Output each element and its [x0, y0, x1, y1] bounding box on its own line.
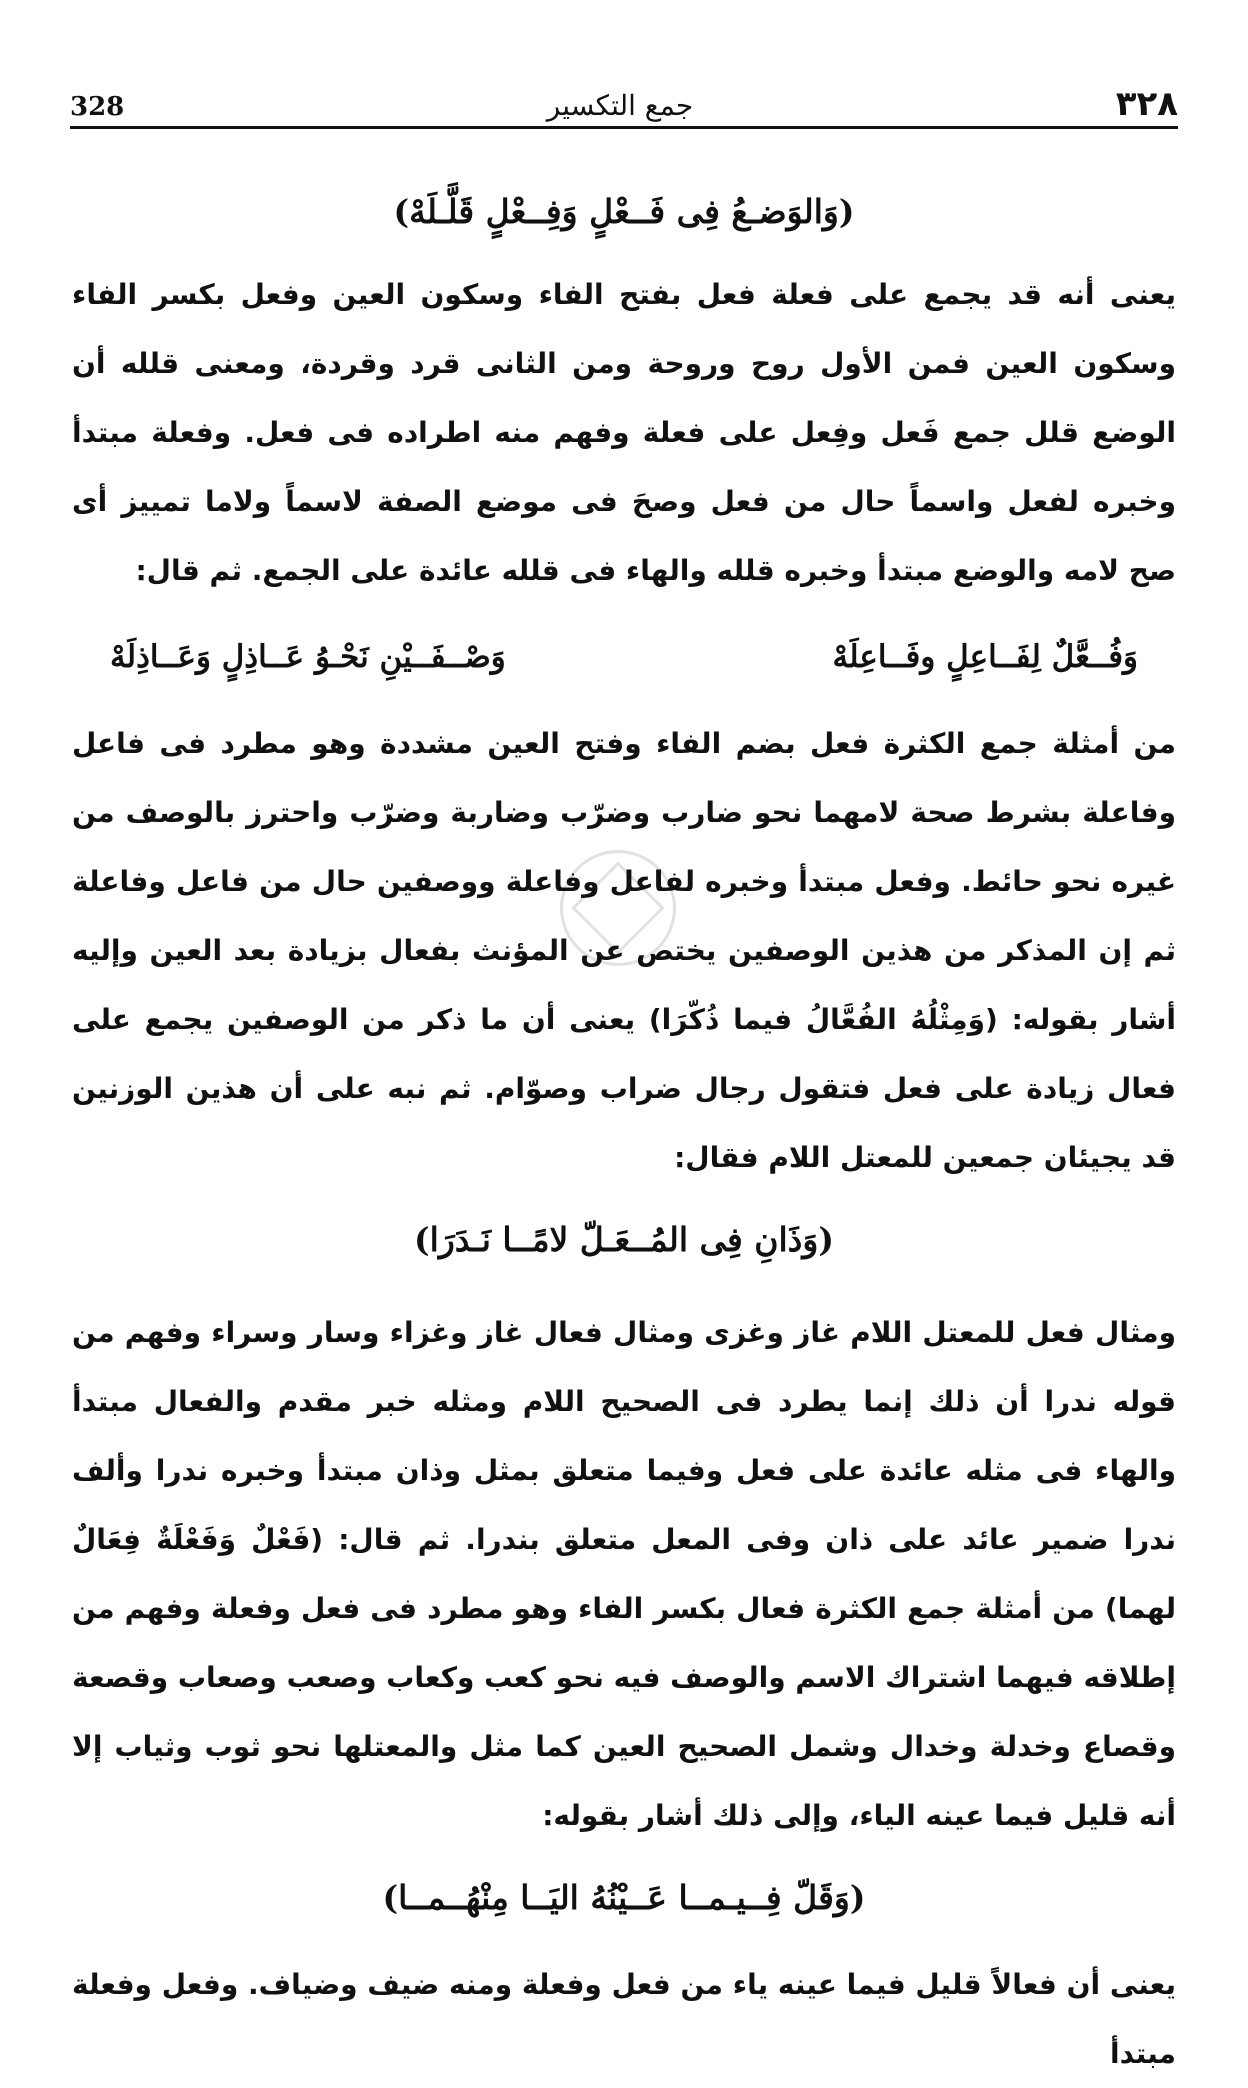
commentary-paragraph: من أمثلة جمع الكثرة فعل بضم الفاء وفتح العين مشددة وهو مطرد فى فاعل وفاعلة بشرط صحة لامهما نحو ضارب وضرّب وضاربة وضرّب واحترز بالوصف من غيره نحو حائط. وفعل مبتدأ وخبره لفاعل وفاعلة ووصفين حال من فاعل وفاعلة ثم إن المذكر من هذين الوصفين يختص عن المؤنث بفعال بزيادة بعد العين وإليه أشار بقوله: (وَمِثْلُهُ الفُعَّالُ فيما ذُكّرَا) يعنى أن ما ذكر من الوصفين يجمع على فعال زيادة على فعل فتقول رجال ضراب وصوّام. ثم نبه على أن هذين الوزنين قد يجيئان جمعين للمعتل اللام فقال: — [72, 727, 1176, 1174]
verse-heading: (وَذَانِ فِى المُــعَـلّ لامًــا نَـدَرَا) — [414, 1220, 834, 1259]
running-title: جمع التكسير — [546, 89, 694, 122]
verse-couplet — [72, 635, 1176, 679]
couplet-first-hemistich: وَفُــعَّلٌ لِفَــاعِلٍ وفَــاعِلَهْ — [832, 639, 1138, 675]
couplet-second-hemistich: وَصْــفَــيْنِ نَحْـوُ عَــاذِلٍ وَعَــاذِلَهْ — [110, 639, 506, 675]
verse-heading: (وَالوَضـعُ فِى فَــعْلٍ وَفِــعْلٍ قَلَّـلَهْ) — [393, 192, 855, 231]
verse-heading: (وَقَلّ فِــيـمــا عَــيْنُهُ اليَــا مِنْهُــمــا) — [382, 1878, 866, 1917]
page-header — [70, 82, 1178, 129]
page-number-arabic: ٣٢٨ — [1115, 84, 1178, 124]
commentary-paragraph: ومثال فعل للمعتل اللام غاز وغزى ومثال فعال غاز وغزاء وسار وسراء وفهم من قوله ندرا أن ذلك إنما يطرد فى الصحيح اللام ومثله خبر مقدم والفعال مبتدأ والهاء فى مثله عائدة على فعل وفيما متعلق بمثل وذان مبتدأ وخبره ندرا وألف ندرا ضمير عائد على ذان وفى المعل متعلق بندرا. ثم قال: (فَعْلٌ وَفَعْلَةٌ فِعَالٌ لهما) من أمثلة جمع الكثرة فعال بكسر الفاء وهو مطرد فى فعل وفعلة وفهم من إطلاقه فيهما اشتراك الاسم والوصف فيه نحو كعب وكعاب وصعب وصعاب وقصعة وقصاع وخدلة وخدال وشمل الصحيح العين كما مثل والمعتلها نحو ثوب وثياب إلا أنه قليل فيما عينه الياء، وإلى ذلك أشار بقوله: — [72, 1316, 1176, 1832]
page-number-latin: 328 — [70, 92, 125, 122]
page-body — [72, 190, 1176, 2088]
commentary-paragraph: يعنى أنه قد يجمع على فعلة فعل بفتح الفاء وسكون العين وفعل بكسر الفاء وسكون العين فمن الأول روح وروحة ومن الثانى قرد وقردة، ومعنى قلله أن الوضع قلل جمع فَعل وفِعل على فعلة وفهم منه اطراده فى فعل. وفعلة مبتدأ وخبره لفعل واسماً حال من فعل وصحَ فى موضع الصفة لاسماً ولاما تمييز أى صح لامه والوضع مبتدأ وخبره قلله والهاء فى قلله عائدة على الجمع. ثم قال: — [72, 278, 1176, 587]
commentary-paragraph: يعنى أن فعالاً قليل فيما عينه ياء من فعل وفعلة ومنه ضيف وضياف. وفعل وفعلة مبتدأ — [72, 1968, 1176, 2070]
